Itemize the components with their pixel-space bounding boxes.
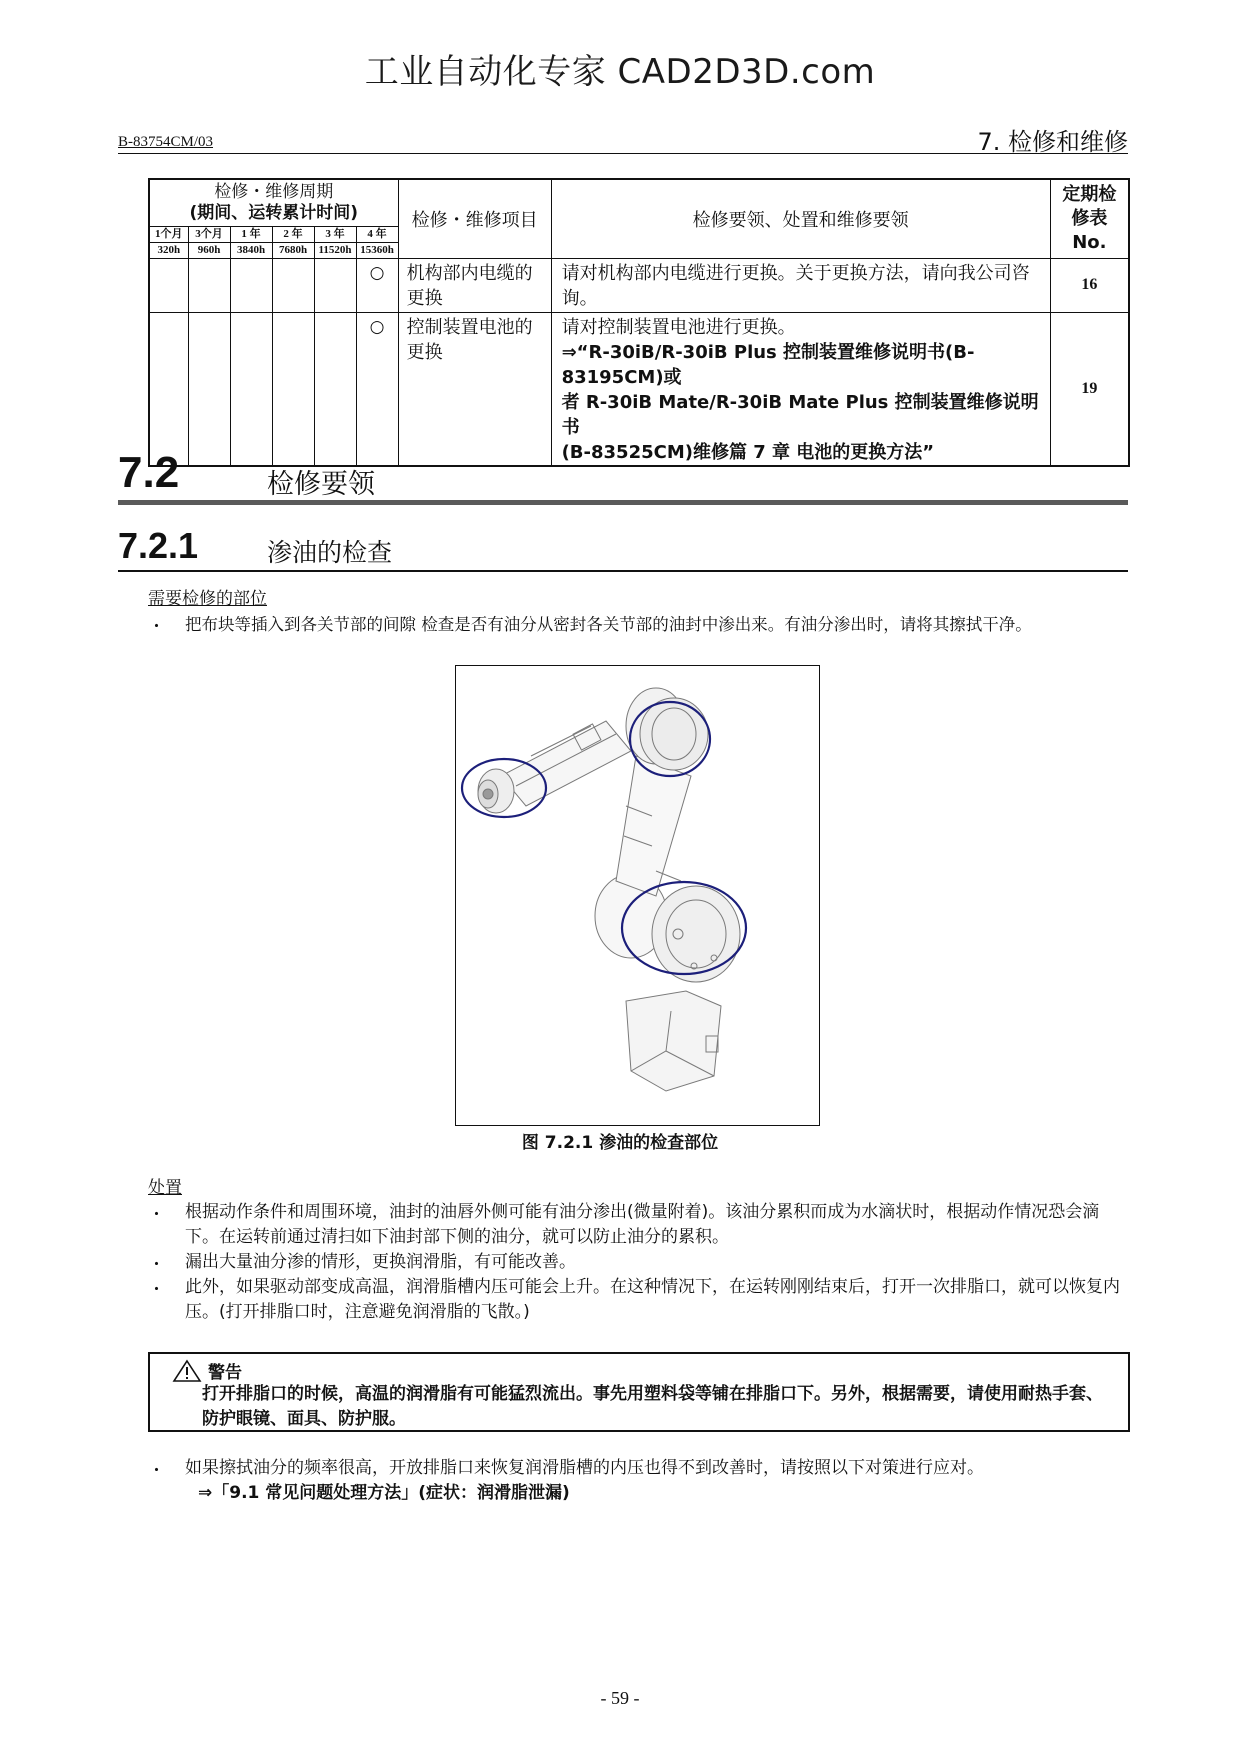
period-hours: 960h [188,242,230,258]
warning-box [148,1352,1130,1432]
chapter-title: 7. 检修和维修 [977,128,1128,156]
method-header: 检修要领、处置和维修要领 [551,179,1050,258]
robot-illustration [456,666,819,1125]
treatment-bullet-2: 漏出大量油分渗的情形，更换润滑脂，有可能改善。 [185,1252,576,1272]
desc-line: 请对控制装置电池进行更换。 [561,316,796,338]
subsection-rule [118,570,1128,572]
desc-cell [551,312,1050,466]
no-cell: 16 [1050,258,1129,312]
no-header: 定期检修表No. [1050,179,1129,258]
period-label: 3 年 [314,226,356,242]
check-mark: ○ [356,258,398,312]
bullet-mark: ・ [148,617,165,637]
desc-cell: 请对机构部内电缆进行更换。关于更换方法，请向我公司咨询。 [551,258,1050,312]
period-hours: 3840h [230,242,272,258]
subsection-title: 渗油的检查 [267,538,393,567]
table-row [149,258,1129,312]
treatment-bullet-3: 此外，如果驱动部变成高温，润滑脂槽内压可能会上升。在这种情况下，在运转刚刚结束后，打开一次排脂口，就可以恢复内压。(打开排脂口时，注意避免润滑脂的飞散。) [185,1277,1120,1322]
period-label: 1个月 [149,226,188,242]
warning-title: 警告 [208,1363,242,1383]
page-number: - 59 - [600,1688,640,1708]
bullet-mark: ・ [148,1255,165,1275]
subsection-number: 7.2.1 [118,525,199,566]
parts-heading: 需要检修的部位 [148,589,267,609]
treatment-heading: 处置 [148,1178,182,1198]
final-bullet: 如果擦拭油分的频率很高，开放排脂口来恢复润滑脂槽的内压也得不到改善时，请按照以下对策进行应对。 [185,1458,984,1478]
desc-line: 者 R-30iB Mate/R-30iB Mate Plus 控制装置维修说明书 [561,391,1039,438]
desc-line: ⇒“R-30iB/R-30iB Plus 控制装置维修说明书(B-83195CM)或 [561,341,975,388]
section-rule [118,500,1128,505]
parts-bullet: 把布块等插入到各关节部的间隙 检查是否有油分从密封各关节部的油封中渗出来。有油分渗出时，请将其擦拭干净。 [185,615,1032,634]
period-header-cell [149,179,398,226]
period-header: 检修・维修周期 [214,181,334,202]
period-label: 1 年 [230,226,272,242]
period-subheader: (期间、运转累计时间) [189,202,359,223]
warning-body: 打开排脂口的时候，高温的润滑脂有可能猛烈流出。事先用塑料袋等铺在排脂口下。另外，根据需要，请使用耐热手套、防护眼镜、面具、防护服。 [202,1384,1103,1429]
figure-frame [455,665,820,1126]
figure-caption: 图 7.2.1 渗油的检查部位 [521,1133,719,1153]
document-number: B-83754CM/03 [118,134,214,150]
bullet-mark: ・ [148,1461,165,1481]
watermark-text: 工业自动化专家 CAD2D3D.com [364,52,876,92]
section-number: 7.2 [118,448,180,497]
reference-link[interactable]: ⇒「9.1 常见问题处理方法」(症状：润滑脂泄漏) [198,1483,570,1503]
check-mark: ○ [356,312,398,466]
period-hours: 11520h [314,242,356,258]
no-cell: 19 [1050,312,1129,466]
period-label: 3个月 [188,226,230,242]
period-label: 2 年 [272,226,314,242]
period-hours: 320h [149,242,188,258]
period-hours: 15360h [356,242,398,258]
table-row [149,312,1129,466]
period-hours: 7680h [272,242,314,258]
period-label: 4 年 [356,226,398,242]
bullet-mark: ・ [148,1205,165,1225]
item-cell: 控制装置电池的更换 [398,312,551,466]
bullet-mark: ・ [148,1280,165,1300]
section-title: 检修要领 [267,469,375,500]
item-header: 检修・维修项目 [398,179,551,258]
maintenance-table [148,178,1130,467]
item-cell: 机构部内电缆的更换 [398,258,551,312]
header-rule [118,153,1128,154]
desc-line: (B-83525CM)维修篇 7 章 电池的更换方法” [561,441,935,463]
warning-triangle-icon [172,1359,202,1383]
treatment-bullet-1: 根据动作条件和周围环境，油封的油唇外侧可能有油分渗出(微量附着)。该油分累积而成为水滴状时，根据动作情况恐会滴下。在运转前通过清扫如下油封部下侧的油分，就可以防止油分的累积。 [185,1202,1100,1247]
